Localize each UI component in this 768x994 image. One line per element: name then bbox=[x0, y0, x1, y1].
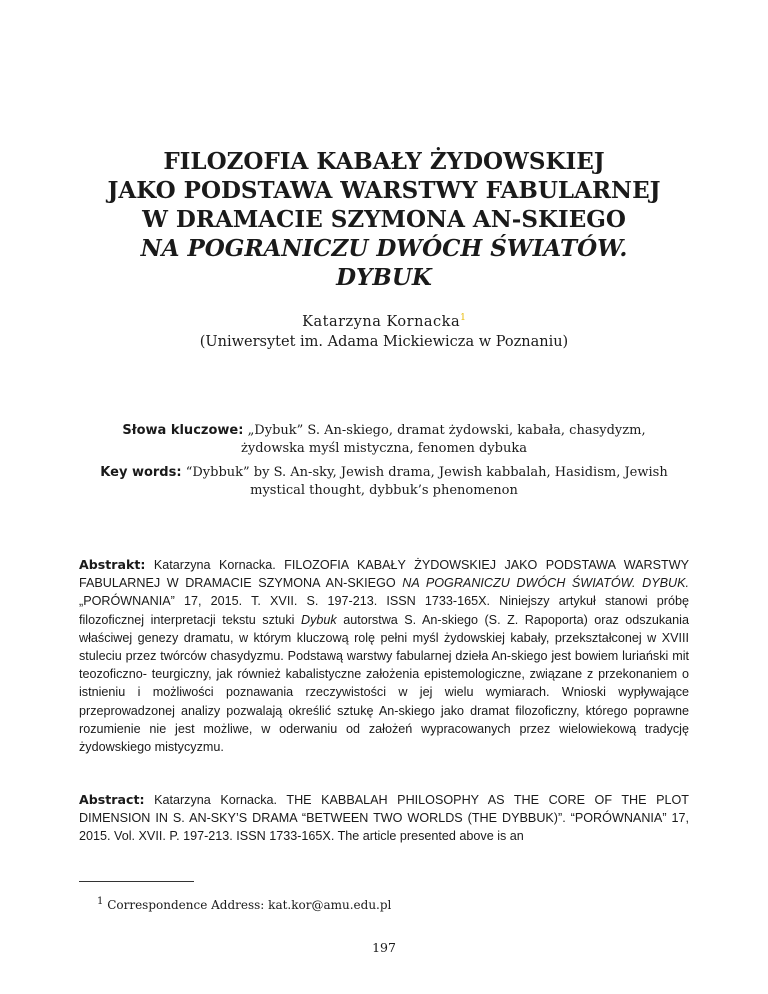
title-line-1: FILOZOFIA KABAŁY ŻYDOWSKIEJ bbox=[163, 148, 605, 175]
abstract-en-label: Abstract: bbox=[79, 792, 145, 807]
abstract-pl-label: Abstrakt: bbox=[79, 557, 146, 572]
author-footnote-mark[interactable]: 1 bbox=[460, 313, 466, 323]
keywords-en bbox=[90, 464, 678, 500]
keywords-pl bbox=[90, 422, 678, 458]
author-affiliation: (Uniwersytet im. Adama Mickiewicza w Poznaniu) bbox=[199, 334, 569, 350]
abstract-pl bbox=[79, 556, 689, 756]
keywords-pl-text: „Dybuk” S. An-skiego, dramat żydowski, kabała, chasydyzm, żydowska myśl mistyczna, fenomen dybuka bbox=[241, 423, 646, 456]
abstract-pl-part1-italic: NA POGRANICZU DWÓCH ŚWIATÓW. DYBUK. bbox=[402, 576, 690, 591]
abstract-en bbox=[79, 791, 689, 846]
title-line-2: JAKO PODSTAWA WARSTWY FABULARNEJ bbox=[107, 177, 661, 204]
footnote-divider bbox=[79, 881, 194, 882]
abstract-pl-part3: autorstwa S. An-skiego (S. Z. Rapoporta) oraz odszukania właściwej genezy dramatu, w którym kluczową rolę pełni myśl żydowskiej kabały, przekształconej w XVIII stuleciu przez twórców chasydyzmu. Podstawą warstwy fabularnej dzieła An-skiego jest bowiem luriański mit teozoficzno- teurgiczny, jak również kabalistyczne założenia epistemologiczne, związane z przekonaniem o istnieniu i możliwości poznawania rzeczywistości w jej wielu wymiarach. Wnioski wypływające przeprowadzonej analizy pozwalają określić sztukę An-skiego jako dramat filozoficzny, którego poprawne rozumienie nie jest możliwe, w oderwaniu od założeń wypracowanych przez wielowiekową tradycję żydowskiego mistycyzmu. bbox=[79, 612, 689, 755]
footnote-number: 1 bbox=[97, 896, 104, 907]
footnote bbox=[97, 896, 391, 912]
title-line-4: NA POGRANICZU DWÓCH ŚWIATÓW. bbox=[140, 235, 628, 262]
title-line-5: DYBUK bbox=[336, 264, 432, 291]
article-title bbox=[0, 147, 768, 292]
footnote-text: Correspondence Address: kat.kor@amu.edu.pl bbox=[107, 898, 392, 912]
page-number: 197 bbox=[372, 940, 396, 955]
abstract-pl-part1: Katarzyna Kornacka. FILOZOFIA KABAŁY ŻYDOWSKIEJ JAKO PODSTAWA WARSTWY FABULARNEJ W DRAMACIE SZYMONA AN-SKIEGO bbox=[79, 558, 690, 591]
abstract-pl-part2: „PORÓWNANIA” 17, 2015. T. XVII. S. 197-213. ISSN 1733-165X. Niniejszy artykuł stanowi próbę filozoficznej interpretacji tekstu sztuki bbox=[79, 594, 689, 627]
keywords-en-text: “Dybbuk” by S. An-sky, Jewish drama, Jewish kabbalah, Hasidism, Jewish mystical thought, dybbuk’s phenomenon bbox=[185, 465, 668, 498]
keywords-pl-label: Słowa kluczowe: bbox=[122, 423, 244, 438]
abstract-pl-part2-italic: Dybuk bbox=[300, 612, 337, 627]
author bbox=[0, 313, 768, 330]
keywords-en-label: Key words: bbox=[100, 465, 182, 480]
title-line-3: W DRAMACIE SZYMONA AN-SKIEGO bbox=[142, 206, 626, 233]
author-name: Katarzyna Kornacka bbox=[302, 313, 461, 330]
abstract-en-text: Katarzyna Kornacka. THE KABBALAH PHILOSOPHY AS THE CORE OF THE PLOT DIMENSION IN S. AN-SKY’S DRAMA “BETWEEN TWO WORLDS (THE DYBBUK)”. “PORÓWNANIA” 17, 2015. Vol. XVII. P. 197-213. ISSN 1733-165X. The article presented above is an bbox=[79, 793, 689, 844]
